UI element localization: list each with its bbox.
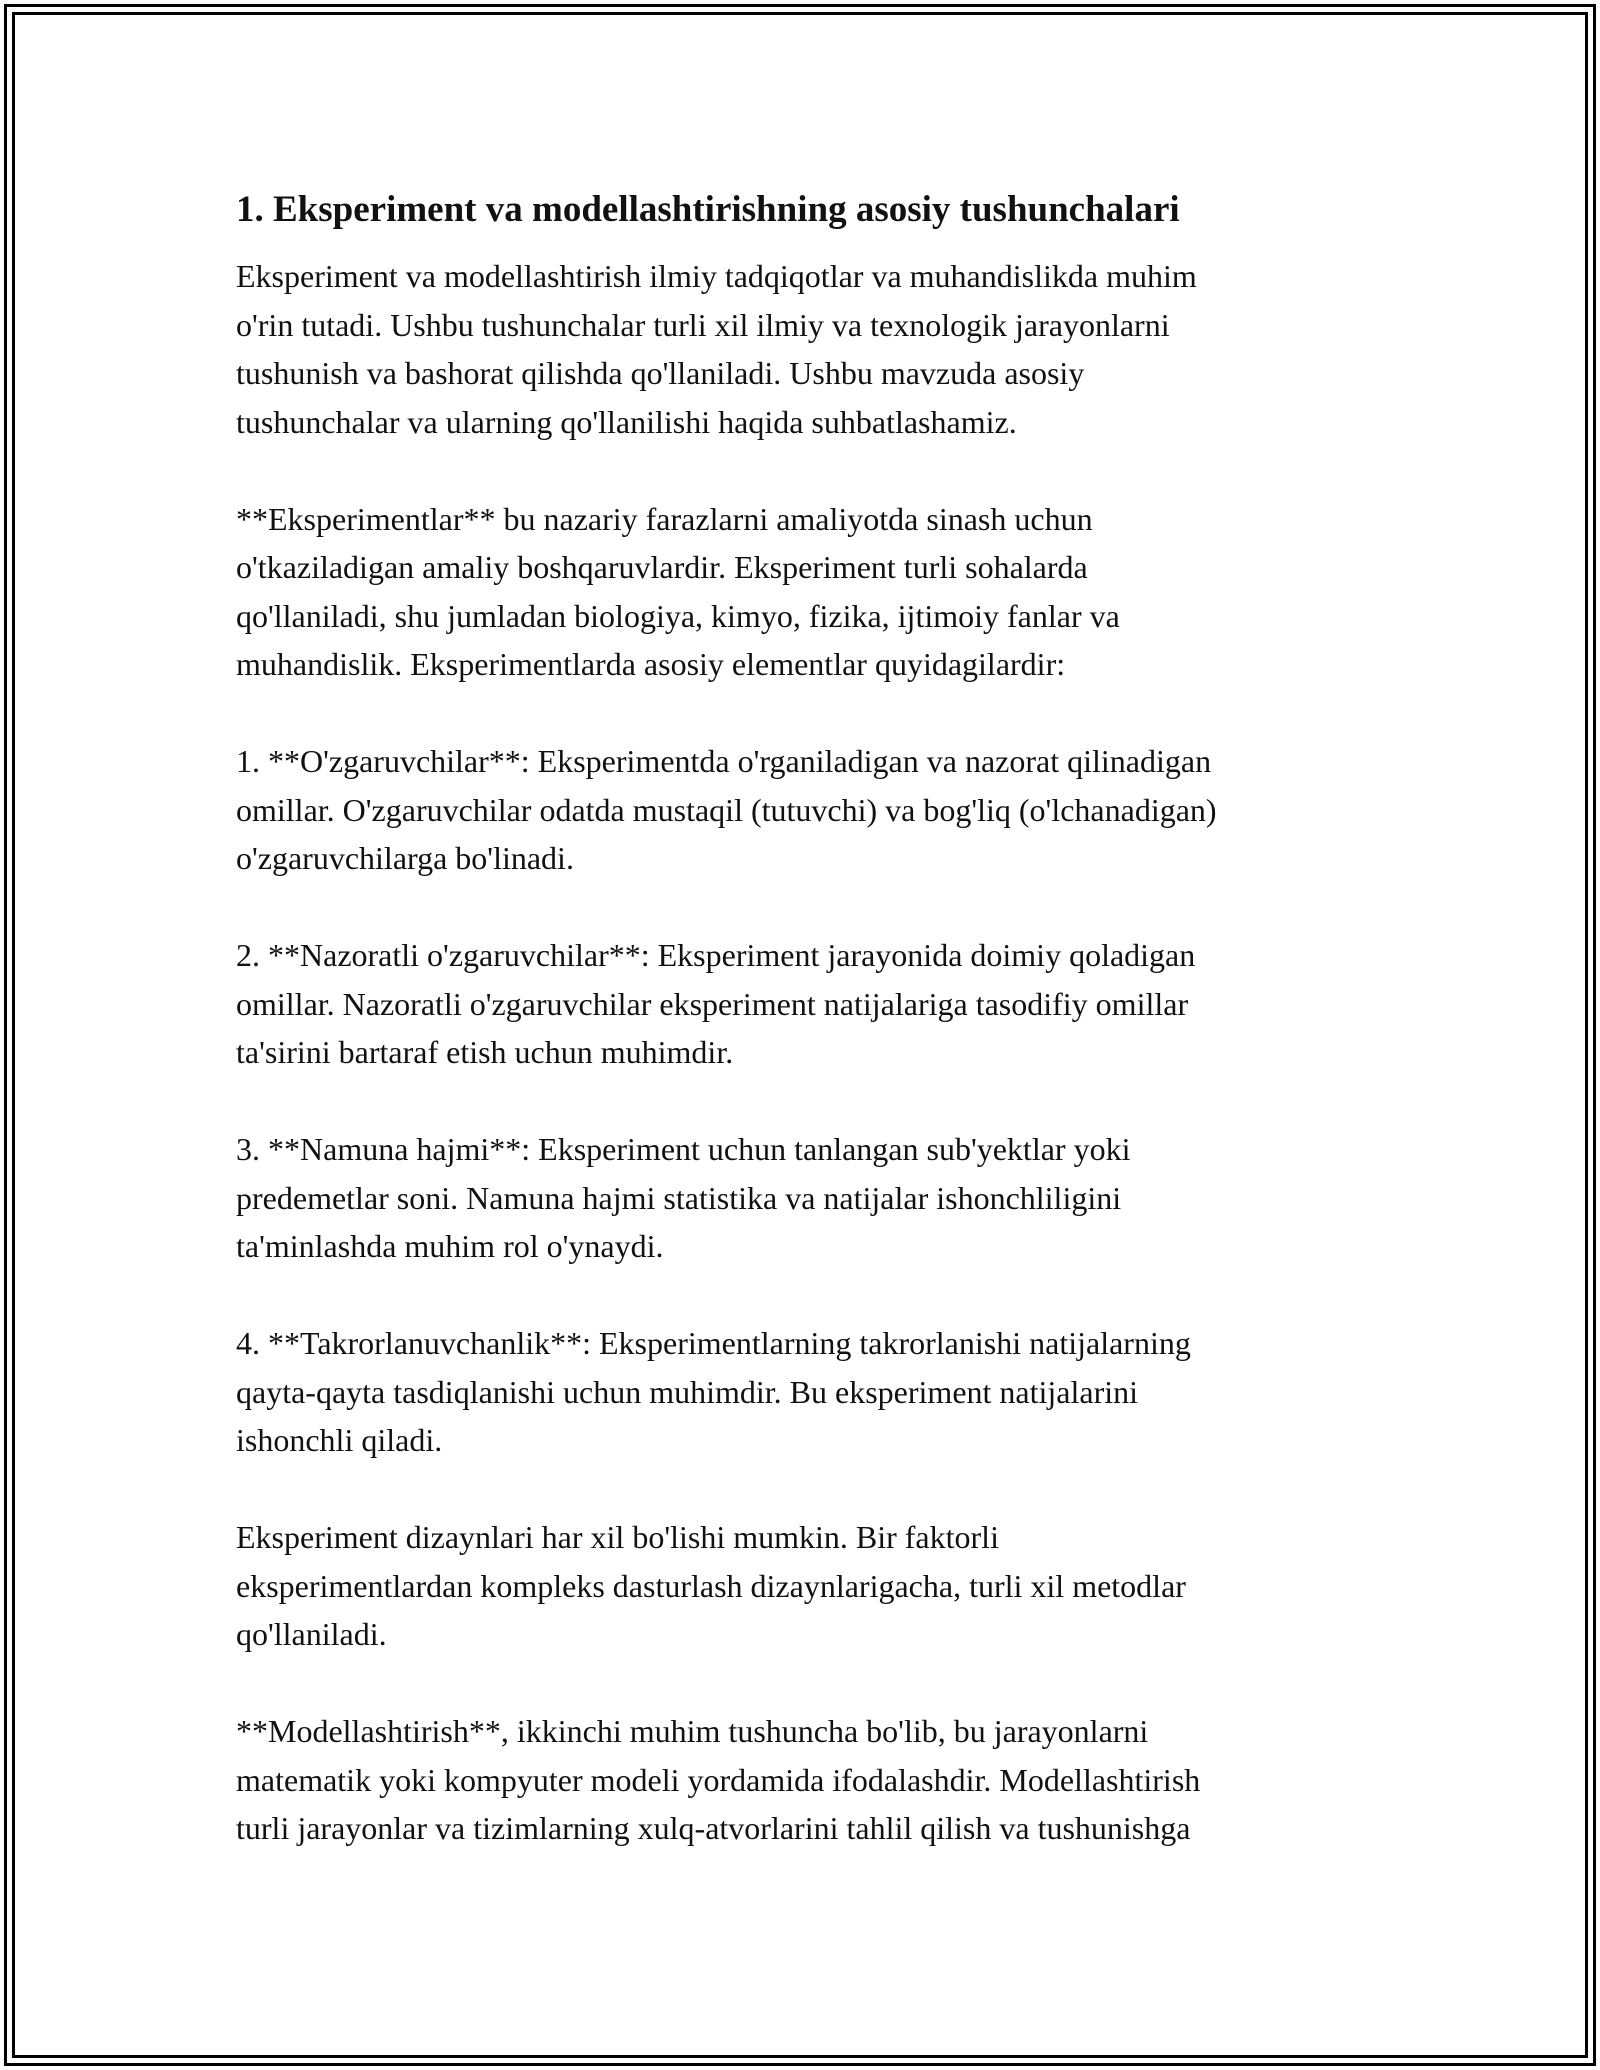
paragraph-modeling <box>236 1707 1396 1853</box>
text-line: qo'llaniladi, shu jumladan biologiya, kimyo, fizika, ijtimoiy fanlar va <box>236 597 1120 634</box>
text-line: qayta-qayta tasdiqlanishi uchun muhimdir. Bu eksperiment natijalarini <box>236 1373 1139 1410</box>
text-line: Eksperiment dizaynlari har xil bo'lishi mumkin. Bir faktorli <box>236 1519 999 1555</box>
document-body <box>236 186 1396 1901</box>
paragraph-intro <box>236 252 1396 446</box>
list-item-variables <box>236 737 1396 883</box>
text-line: Eksperiment va modellashtirish ilmiy tadqiqotlar va muhandislikda muhim <box>236 258 1197 294</box>
list-item-controlled-variables <box>236 931 1396 1077</box>
text-line: tushunchalar va ularning qo'llanilishi haqida suhbatlashamiz. <box>236 403 1017 440</box>
text-line: tushunish va bashorat qilishda qo'llaniladi. Ushbu mavzuda asosiy <box>236 355 1085 391</box>
text-line: 4. **Takrorlanuvchanlik**: Eksperimentlarning takrorlanishi natijalarning <box>236 1325 1191 1361</box>
text-line: ta'minlashda muhim rol o'ynaydi. <box>236 1228 664 1264</box>
text-line: turli jarayonlar va tizimlarning xulq-atvorlarini tahlil qilish va tushunishga <box>236 1810 1191 1846</box>
text-line: 2. **Nazoratli o'zgaruvchilar**: Eksperiment jarayonida doimiy qoladigan <box>236 937 1196 973</box>
text-line: omillar. Nazoratli o'zgaruvchilar eksperiment natijalariga tasodifiy omillar <box>236 985 1189 1022</box>
text-line: 3. **Namuna hajmi**: Eksperiment uchun tanlangan sub'yektlar yoki <box>236 1131 1131 1167</box>
text-line: o'rin tutadi. Ushbu tushunchalar turli xil ilmiy va texnologik jarayonlarni <box>236 306 1170 343</box>
text-line: ishonchli qiladi. <box>236 1422 443 1458</box>
text-line: qo'llaniladi. <box>236 1616 387 1652</box>
text-line: 1. **O'zgaruvchilar**: Eksperimentda o'rganiladigan va nazorat qilinadigan <box>236 743 1212 779</box>
paragraph-experiments <box>236 495 1396 689</box>
text-line: **Modellashtirish**, ikkinchi muhim tushuncha bo'lib, bu jarayonlarni <box>236 1713 1149 1749</box>
list-item-sample-size <box>236 1125 1396 1271</box>
paragraph-designs <box>236 1513 1396 1659</box>
text-line: muhandislik. Eksperimentlarda asosiy elementlar quyidagilardir: <box>236 646 1066 682</box>
text-line: ta'sirini bartaraf etish uchun muhimdir. <box>236 1034 734 1070</box>
list-item-reproducibility <box>236 1319 1396 1465</box>
text-line: o'zgaruvchilarga bo'linadi. <box>236 840 574 876</box>
section-title: 1. Eksperiment va modellashtirishning asosiy tushunchalari <box>236 189 1180 230</box>
text-line: **Eksperimentlar** bu nazariy farazlarni amaliyotda sinash uchun <box>236 500 1093 537</box>
text-line: matematik yoki kompyuter modeli yordamida ifodalashdir. Modellashtirish <box>236 1761 1201 1798</box>
text-line: omillar. O'zgaruvchilar odatda mustaqil (tutuvchi) va bog'liq (o'lchanadigan) <box>236 791 1217 828</box>
text-line: o'tkaziladigan amaliy boshqaruvlardir. Eksperiment turli sohalarda <box>236 549 1088 585</box>
text-line: eksperimentlardan kompleks dasturlash dizaynlarigacha, turli xil metodlar <box>236 1567 1186 1604</box>
text-line: predemetlar soni. Namuna hajmi statistika va natijalar ishonchliligini <box>236 1179 1122 1216</box>
